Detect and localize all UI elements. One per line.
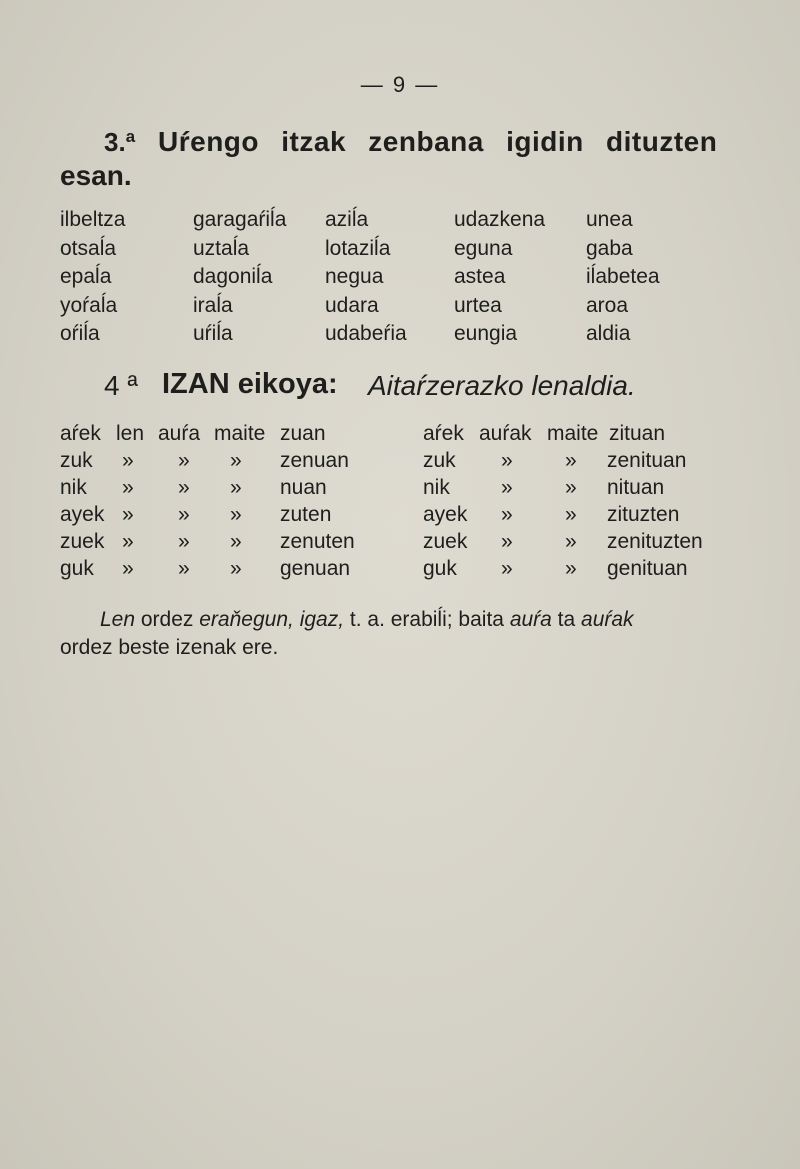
table-cell: maite — [214, 422, 266, 445]
word-column-4 — [454, 206, 545, 349]
table-row — [60, 420, 355, 447]
italic-word: eraňegun, — [199, 608, 294, 631]
table-row — [423, 447, 703, 474]
word: iĺabetea — [586, 265, 660, 288]
word: epaĺa — [60, 265, 112, 288]
word-column-3 — [325, 206, 407, 349]
word: ilbeltza — [60, 208, 126, 231]
table-cell: » — [178, 557, 190, 580]
table-cell: » — [565, 557, 577, 580]
table-cell: genituan — [607, 557, 688, 580]
word: lotaziĺa — [325, 236, 391, 260]
word: gaba — [586, 236, 633, 260]
table-cell: zituan — [609, 422, 666, 445]
note-text: ta — [551, 608, 582, 631]
exercise-3-number: 3.ª — [104, 127, 136, 157]
table-cell: guk — [423, 557, 457, 580]
italic-word: igaz, — [299, 608, 345, 631]
word-column-1 — [60, 206, 125, 349]
table-cell: auŕak — [479, 422, 532, 445]
table-cell: zuan — [280, 422, 326, 445]
word: astea — [454, 265, 506, 288]
word: oŕiĺa — [60, 322, 100, 345]
table-cell: » — [565, 503, 577, 526]
table-row — [423, 528, 703, 555]
table-row — [60, 447, 355, 474]
table-cell: guk — [60, 557, 94, 580]
table-cell: » — [178, 449, 190, 472]
table-cell: maite — [547, 422, 599, 445]
footnote-line-1 — [60, 606, 740, 634]
table-cell: » — [178, 530, 190, 553]
word: negua — [325, 265, 384, 288]
table-cell: auŕa — [158, 422, 201, 445]
table-cell: zenuan — [280, 449, 349, 472]
table-row — [60, 501, 355, 528]
table-cell: » — [178, 476, 190, 499]
table-cell: » — [230, 449, 242, 472]
conjugation-table-left — [60, 420, 355, 582]
table-row — [60, 555, 355, 582]
exercise-4-number: 4 ª — [104, 370, 138, 401]
table-cell: len — [116, 422, 145, 445]
table-cell: zenuten — [280, 530, 355, 553]
word: otsaĺa — [60, 236, 117, 260]
table-cell: » — [122, 476, 134, 499]
table-cell: » — [501, 557, 513, 580]
footnote — [60, 606, 740, 662]
word-column-5 — [586, 206, 660, 349]
table-cell: zituzten — [607, 503, 680, 526]
table-cell: zuk — [423, 449, 456, 472]
exercise-4-subtitle: Aitaŕzerazko lenaldia. — [368, 370, 636, 401]
table-cell: aŕek — [423, 422, 464, 445]
table-cell: ayek — [423, 503, 468, 526]
word: eungia — [454, 322, 518, 345]
footnote-line-2: ordez beste izenak ere. — [60, 636, 279, 659]
note-text: ordez — [135, 608, 200, 631]
word: dagoniĺa — [193, 265, 273, 288]
table-cell: nik — [60, 476, 87, 499]
italic-word: Len — [100, 608, 136, 631]
table-cell: ayek — [60, 503, 105, 526]
word: iraĺa — [193, 293, 233, 317]
word: unea — [586, 208, 633, 231]
conjugation-table-right — [423, 420, 703, 582]
table-cell: » — [501, 476, 513, 499]
word: aldia — [586, 322, 631, 345]
table-cell: » — [230, 503, 242, 526]
table-cell: » — [122, 530, 134, 553]
word: garagaŕiĺa — [193, 208, 287, 231]
table-cell: zuten — [280, 503, 332, 526]
table-cell: nuan — [280, 476, 327, 499]
table-cell: » — [565, 449, 577, 472]
table-row — [423, 474, 703, 501]
table-cell: zenituzten — [607, 530, 703, 553]
exercise-4-title: IZAN eikoya: — [162, 368, 338, 400]
word: urtea — [454, 293, 502, 317]
table-cell: nik — [423, 476, 450, 499]
table-cell: » — [122, 503, 134, 526]
table-row — [423, 555, 703, 582]
word-column-2 — [193, 206, 286, 349]
table-cell: » — [230, 557, 242, 580]
word: udazkena — [454, 208, 546, 231]
table-cell: » — [122, 557, 134, 580]
table-row — [423, 501, 703, 528]
table-cell: » — [501, 530, 513, 553]
word: yoŕaĺa — [60, 293, 118, 317]
table-cell: » — [565, 476, 577, 499]
table-cell: » — [178, 503, 190, 526]
exercise-3-title-continuation: esan. — [60, 160, 132, 191]
table-cell: aŕek — [60, 422, 101, 445]
italic-word: auŕak — [581, 608, 634, 631]
table-cell: nituan — [607, 476, 665, 499]
word: aziĺa — [325, 208, 369, 231]
table-cell: zuek — [423, 530, 468, 553]
table-cell: » — [501, 449, 513, 472]
table-row — [60, 528, 355, 555]
word: aroa — [586, 293, 629, 317]
table-cell: » — [122, 449, 134, 472]
table-cell: zuk — [60, 449, 93, 472]
word: eguna — [454, 236, 513, 260]
word: udabeŕia — [325, 322, 407, 345]
word: uztaĺa — [193, 236, 250, 260]
table-cell: genuan — [280, 557, 351, 580]
table-cell: zuek — [60, 530, 105, 553]
italic-word: auŕa — [509, 608, 552, 631]
table-cell: zenituan — [607, 449, 687, 472]
table-cell: » — [501, 503, 513, 526]
word: uŕiĺa — [193, 322, 233, 345]
table-row — [60, 474, 355, 501]
table-cell: » — [565, 530, 577, 553]
table-cell: » — [230, 476, 242, 499]
table-cell: » — [230, 530, 242, 553]
table-row — [423, 420, 703, 447]
exercise-3-title: Uŕengo itzak zenbana igidin dituzten — [158, 126, 718, 157]
page-number: — 9 — — [360, 72, 440, 97]
word: udara — [325, 293, 379, 317]
note-text: t. a. erabiĺi; baita — [344, 608, 510, 631]
